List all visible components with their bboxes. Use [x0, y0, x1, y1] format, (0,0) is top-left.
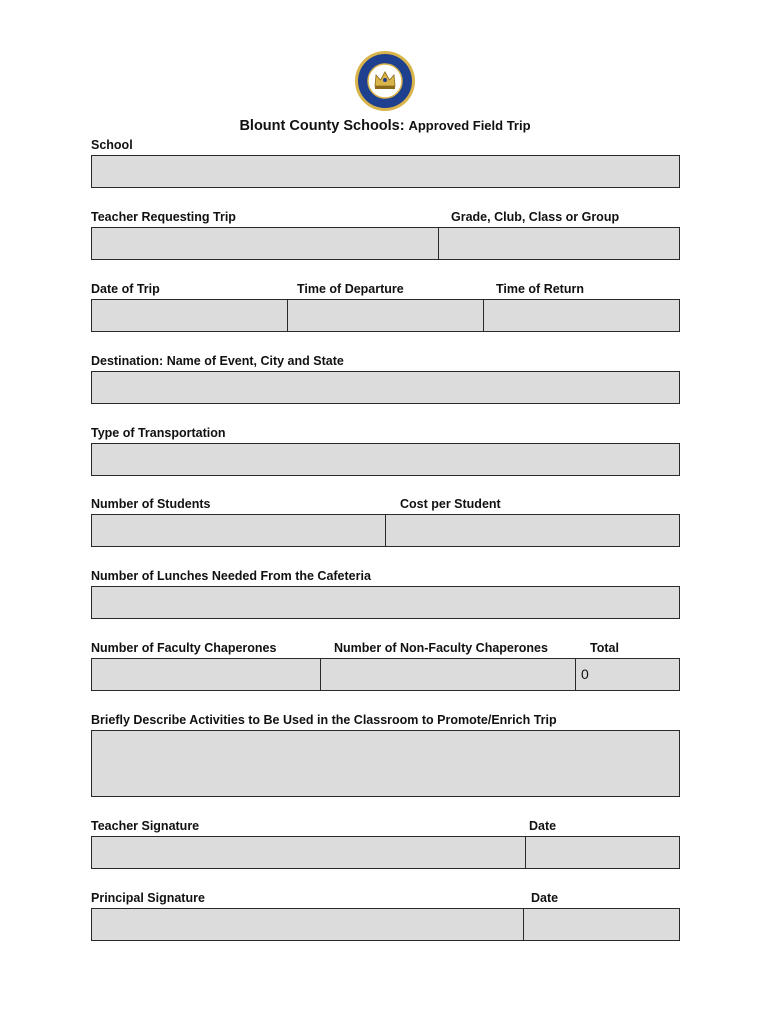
title-sub: Approved Field Trip	[408, 118, 531, 133]
transportation-label: Type of Transportation	[91, 426, 226, 440]
teacher-label: Teacher Requesting Trip	[91, 210, 236, 224]
principal-date-label: Date	[531, 891, 559, 905]
seal-icon	[354, 50, 416, 112]
date-of-trip-label: Date of Trip	[91, 282, 160, 296]
time-return-label: Time of Return	[496, 282, 584, 296]
time-return-field[interactable]	[484, 299, 680, 332]
activities-label: Briefly Describe Activities to Be Used in the Classroom to Promote/Enrich Trip	[91, 713, 557, 727]
title-main: Blount County Schools:	[239, 118, 405, 134]
destination-label: Destination: Name of Event, City and State	[91, 354, 344, 368]
lunches-label: Number of Lunches Needed From the Cafeteria	[91, 569, 371, 583]
grade-field[interactable]	[439, 227, 680, 260]
activities-field[interactable]	[91, 730, 680, 797]
teacher-signature-label: Teacher Signature	[91, 819, 200, 833]
teacher-date-field[interactable]	[526, 836, 680, 869]
date-of-trip-field[interactable]	[91, 299, 288, 332]
principal-date-field[interactable]	[524, 908, 680, 941]
teacher-field[interactable]	[91, 227, 439, 260]
nonfaculty-chaperones-field[interactable]	[321, 658, 576, 691]
school-label: School	[91, 138, 133, 152]
cost-per-student-label: Cost per Student	[400, 497, 501, 511]
num-students-label: Number of Students	[91, 497, 211, 511]
grade-label: Grade, Club, Class or Group	[451, 210, 620, 224]
faculty-chaperones-field[interactable]	[91, 658, 321, 691]
num-students-field[interactable]	[91, 514, 386, 547]
principal-signature-field[interactable]	[91, 908, 524, 941]
total-label: Total	[590, 641, 619, 655]
nonfaculty-chaperones-label: Number of Non-Faculty Chaperones	[334, 641, 548, 655]
time-departure-label: Time of Departure	[297, 282, 404, 296]
total-field[interactable]: 0	[576, 658, 680, 691]
page-title	[0, 117, 770, 134]
principal-signature-label: Principal Signature	[91, 891, 205, 905]
faculty-chaperones-label: Number of Faculty Chaperones	[91, 641, 277, 655]
time-departure-field[interactable]	[288, 299, 484, 332]
teacher-signature-field[interactable]	[91, 836, 526, 869]
destination-field[interactable]	[91, 371, 680, 404]
school-field[interactable]	[91, 155, 680, 188]
lunches-field[interactable]	[91, 586, 680, 619]
teacher-date-label: Date	[529, 819, 557, 833]
cost-per-student-field[interactable]	[386, 514, 680, 547]
transportation-field[interactable]	[91, 443, 680, 476]
